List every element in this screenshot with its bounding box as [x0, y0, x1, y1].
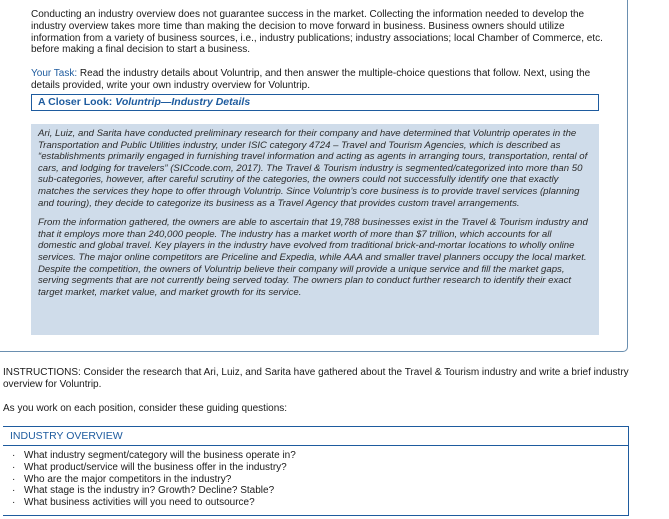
closer-look-prefix: A Closer Look:: [38, 96, 116, 108]
bullet-icon: ·: [12, 497, 16, 509]
industry-details-box: [31, 124, 599, 335]
task-label: Your Task:: [31, 68, 78, 79]
task-text: Read the industry details about Voluntrip, and then answer the multiple-choice questions that follow. Next, using the details provided, write your own industry overview for Voluntrip.: [31, 68, 591, 91]
bullet-icon: ·: [12, 473, 16, 485]
guiding-questions-list: [3, 446, 629, 516]
instructions-text: Consider the research that Ari, Luiz, and Sarita have gathered about the Travel & Tourism industry and write a brief industry overview for Voluntrip.: [3, 367, 629, 390]
closer-look-header: [31, 94, 599, 111]
instructions-label: INSTRUCTIONS:: [3, 367, 81, 378]
question-text: What stage is the industry in? Growth? Decline? Stable?: [24, 485, 275, 497]
list-item: [12, 450, 628, 462]
intro-paragraph: Conducting an industry overview does not guarantee success in the market. Collecting the information needed to develop the industry overview takes more time than making the decision to move forward in business. Business owners should utilize information from a variety of business sources, i.e., industry publications; industry associations; local Chamber of Commerce, etc. before making a final decision to start a business.: [31, 9, 603, 56]
bullet-icon: ·: [12, 461, 16, 473]
bullet-icon: ·: [12, 485, 16, 497]
bullet-icon: ·: [12, 450, 16, 461]
industry-overview-heading: INDUSTRY OVERVIEW: [3, 426, 629, 446]
list-item: [12, 485, 628, 497]
list-item: [12, 497, 628, 509]
question-text: What business activities will you need to outsource?: [24, 497, 255, 509]
instructions-paragraph: [3, 367, 633, 391]
list-item: [12, 474, 628, 486]
list-item: [12, 462, 628, 474]
guiding-questions-intro: As you work on each position, consider these guiding questions:: [3, 403, 288, 414]
task-paragraph: [31, 68, 616, 92]
question-text: Who are the major competitors in the industry?: [24, 473, 232, 485]
question-text: What industry segment/category will the business operate in?: [24, 450, 296, 461]
details-paragraph-1: Ari, Luiz, and Sarita have conducted preliminary research for their company and have determined that Voluntrip operates in the Transportation and Public Utilities industry, under ISIC category 4724 – Travel and Tourism Agencies, which is described as “establishments primarily engaged in furnishing travel information and acting as agents in arranging tours, transportation, rental of cars, and lodging for travelers” (SICcode.com, 2017). The Travel & Tourism industry is segmented/categorized into more than 50 sub-categories, however, after careful scrutiny of the categories, the owners could not successfully identify one that exactly matches the services they hope to offer through Voluntrip. Since Voluntrip’s core business is to provide travel services (planning and touring), they decide to categorize its business as a Travel Agency that provides custom travel arrangements.: [38, 128, 588, 209]
closer-look-title: Voluntrip—Industry Details: [115, 96, 251, 108]
question-text: What product/service will the business offer in the industry?: [24, 461, 287, 473]
details-paragraph-2: From the information gathered, the owners are able to ascertain that 19,788 businesses exist in the Travel & Tourism industry and that it employs more than 240,000 people. The industry has a market worth of more than $7 trillion, which accounts for all domestic and global travel. Key players in the industry have evolved from traditional brick-and-mortar locations to wholly online services. The major online competitors are Priceline and Expedia, while AAA and smaller travel planners occupy the local market. Despite the competition, the owners of Voluntrip believe their company will provide a unique service and fill the market gaps, serving segments that are not currently being served today. The owners plan to conduct further research to identify their exact target market, market value, and market growth for its service.: [38, 217, 588, 298]
